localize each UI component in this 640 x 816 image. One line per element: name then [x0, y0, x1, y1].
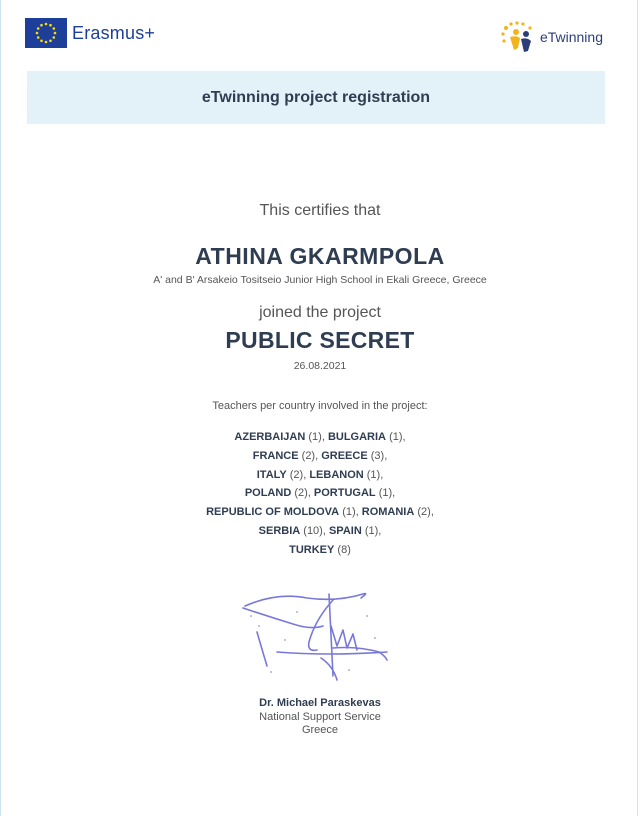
country-line: [1, 484, 639, 503]
country-count: (2),: [294, 487, 311, 500]
signer-role: National Support Service: [259, 710, 381, 723]
country-name: ROMANIA: [361, 506, 415, 519]
country-count: (2),: [301, 449, 319, 462]
erasmus-label: Erasmus+: [72, 22, 156, 43]
eu-flag-icon: [25, 18, 67, 48]
etwinning-label: eTwinning: [539, 29, 603, 45]
country-count: (8): [337, 543, 351, 556]
project-date: 26.08.2021: [293, 360, 347, 372]
country-line: [1, 447, 639, 466]
teachers-heading: Teachers per country involved in the project:: [212, 400, 428, 412]
country-name: POLAND: [244, 487, 292, 500]
signer-country: Greece: [301, 724, 339, 736]
country-count: (1),: [366, 468, 384, 481]
country-name: TURKEY: [289, 543, 335, 556]
country-count: (1),: [308, 431, 325, 443]
country-name: SPAIN: [328, 524, 362, 537]
country-count: (3),: [370, 449, 388, 462]
country-count: (2),: [289, 468, 307, 481]
etwinning-figures-icon: [500, 20, 538, 54]
country-count: (1),: [364, 524, 382, 537]
signature-image: [237, 586, 397, 682]
country-line: [1, 522, 639, 541]
country-count: (1),: [342, 506, 359, 519]
country-name: REPUBLIC OF MOLDOVA: [206, 506, 340, 519]
country-name: AZERBAIJAN: [234, 431, 306, 443]
signer-name: Dr. Michael Paraskevas: [259, 697, 381, 709]
erasmus-logo: [25, 18, 155, 48]
country-name: BULGARIA: [327, 431, 387, 443]
country-name: ITALY: [256, 468, 287, 481]
country-line: [1, 503, 639, 522]
country-name: GREECE: [321, 449, 368, 462]
country-count: (2),: [417, 506, 434, 519]
country-line: [1, 541, 639, 560]
country-name: SERBIA: [258, 524, 301, 537]
country-line: [1, 428, 639, 447]
certifies-text: This certifies that: [259, 202, 381, 219]
project-name: PUBLIC SECRET: [225, 327, 415, 353]
country-count: (1),: [389, 431, 406, 443]
country-list: [1, 428, 639, 560]
school-name: A' and B' Arsakeio Tositseio Junior High School in Ekali Greece, Greece: [153, 274, 487, 286]
title-band: [27, 71, 605, 124]
recipient-name: ATHINA GKARMPOLA: [195, 243, 445, 269]
country-name: PORTUGAL: [313, 487, 376, 500]
joined-text: joined the project: [259, 304, 381, 321]
signer-block: [1, 697, 639, 738]
country-name: FRANCE: [252, 449, 299, 462]
document-title: eTwinning project registration: [201, 88, 431, 106]
country-line: [1, 466, 639, 485]
country-count: (10),: [303, 524, 326, 537]
country-name: LEBANON: [309, 468, 364, 481]
etwinning-logo: [500, 20, 603, 54]
country-count: (1),: [378, 487, 396, 500]
